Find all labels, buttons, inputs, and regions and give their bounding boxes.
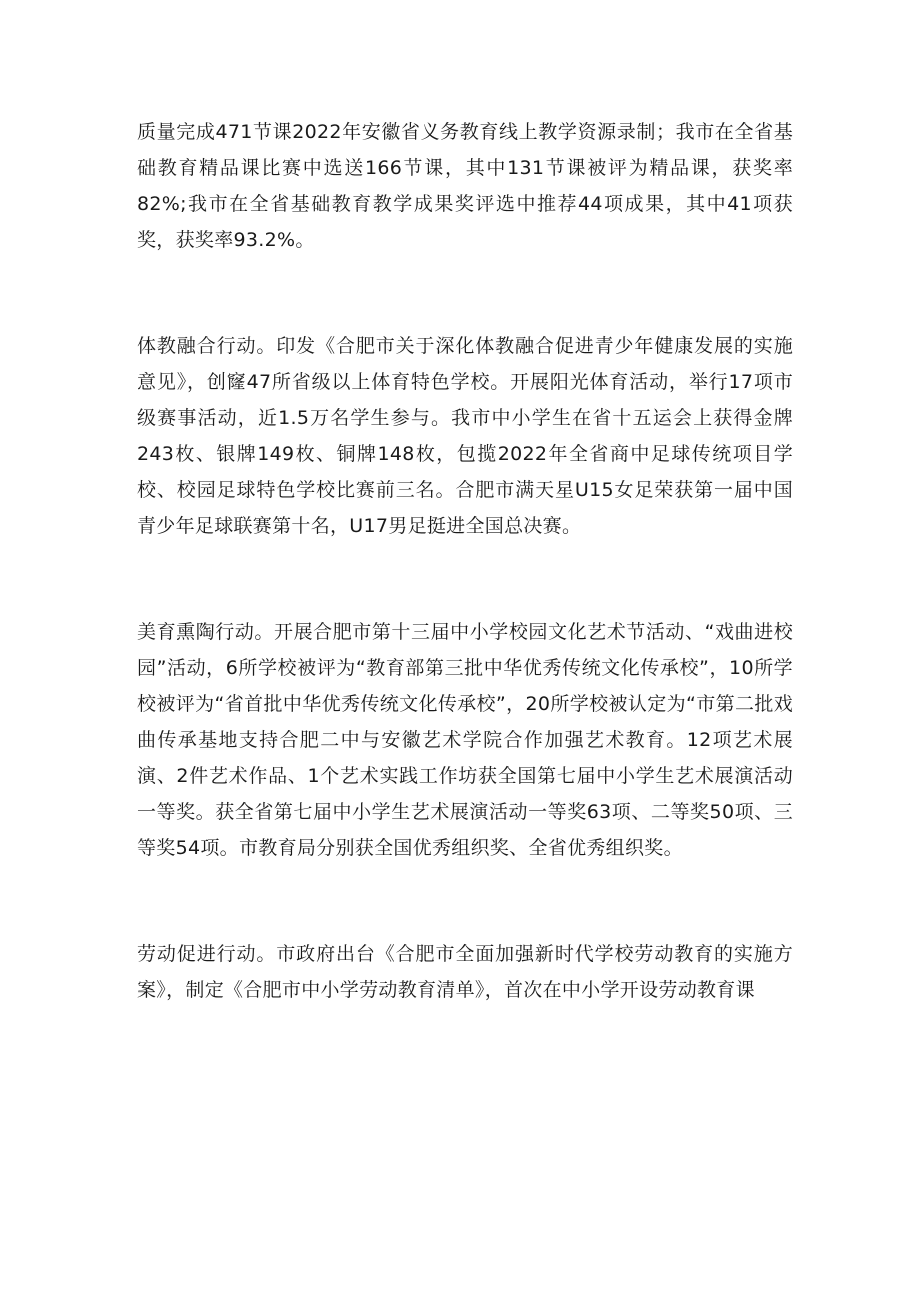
paragraph-labor-education: 劳动促进行动。市政府出台《合肥市全面加强新时代学校劳动教育的实施方案》，制定《合肥市中小学劳动教育清单》，首次在中小学开设劳动教育课 [137, 943, 793, 1001]
paragraph-sports-education: 体教融合行动。印发《合肥市关于深化体教融合促进青少年健康发展的实施意见》，创窿47所省级以上体育特色学校。开展阳光体育活动，举行17项市级赛事活动，近1.5万名学生参与。我市中小学生在省十五运会上获得金牌243枚、银牌149枚、铜牌148枚，包揽2022年全省商中足球传统项目学校、校园足球特色学校比赛前三名。合肥市满天星U15女足荣获第一届中国青少年足球联赛第十名，U17男足挺进全国总决赛。 [137, 335, 793, 537]
paragraph-aesthetic-education: 美育熏陶行动。开展合肥市第十三届中小学校园文化艺术节活动、“戏曲进校园”活动，6所学校被评为“教育部第三批中华优秀传统文化传承校”，10所学校被评为“省首批中华优秀传统文化传承校”，20所学校被认定为“市第二批戏曲传承基地支持合肥二中与安徽艺术学院合作加强艺术教育。12项艺术展演、2件艺术作品、1个艺术实践工作坊获全国第七届中小学生艺术展演活动一等奖。获全省第七届中小学生艺术展演活动一等奖63项、二等奖50项、三等奖54项。市教育局分别获全国优秀组织奖、全省优秀组织奖。 [137, 621, 793, 859]
document-body [137, 114, 793, 1008]
paragraph-education-resources: 质量完成471节课2022年安徽省义务教育线上教学资源录制；我市在全省基础教育精品课比赛中选送166节课，其中131节课被评为精品课，获奖率82%;我市在全省基础教育教学成果奖评选中推荐44项成果，其中41项获奖，获奖率93.2%。 [137, 121, 793, 251]
